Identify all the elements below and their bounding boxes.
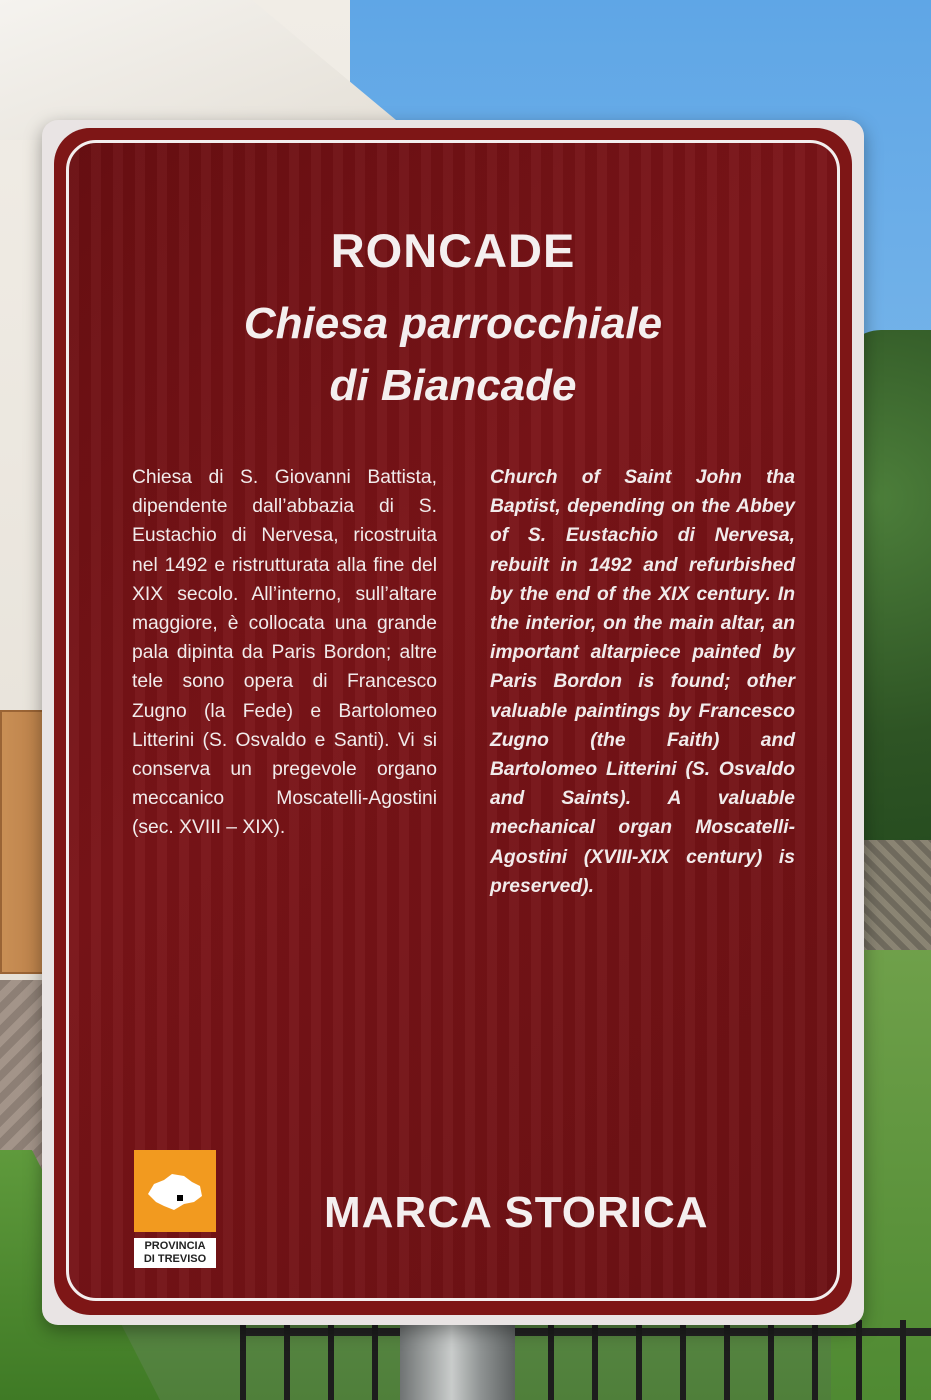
sign-title: RONCADE [330, 224, 576, 277]
sign-footer: MARCA STORICA [324, 1188, 709, 1237]
logo-caption-line-2: DI TREVISO [143, 1253, 207, 1265]
sign-panel [54, 128, 852, 1315]
sign-inner-border [66, 140, 840, 1301]
logo-caption [134, 1238, 216, 1268]
provincia-treviso-logo [134, 1150, 216, 1273]
province-map-icon [134, 1150, 216, 1232]
sign-subtitle [69, 293, 837, 417]
stone-wall [861, 840, 931, 960]
iron-fence [240, 1320, 931, 1400]
building-roof [0, 0, 420, 140]
english-text: Church of Saint John tha Baptist, depending on the Abbey of S. Eustachio di Nervesa, rebuilt in 1492 and refurbished by the end of the XIX century. In the interior, on the main altar, an important altarpiece painted by Paris Bordon is found; other valuable paintings by Francesco Zugno (the Faith) and Bartolomeo Litterini (S. Osvaldo and Saints). A valuable mechanical organ Moscatelli-Agostini (XVIII-XIX century) is preserved). [490, 467, 795, 897]
italian-text: Chiesa di S. Giovanni Battista, dipendente dall’abbazia di S. Eustachio di Nervesa, ricostruita nel 1492 e ristrutturata alla fine del XIX secolo. All’interno, sull’altare maggiore, è collocata una grande pala dipinta da Paris Bordon; altre tele sono opera di Francesco Zugno (la Fede) e Bartolomeo Litterini (S. Osvaldo e Santi). Vi si conserva un pregevole organo meccanico Moscatelli-Agostini (sec. XVIII – XIX). [132, 467, 437, 839]
logo-caption-line-1: PROVINCIA [144, 1240, 206, 1252]
information-sign [42, 120, 864, 1325]
subtitle-line-1: Chiesa parrocchiale [243, 299, 663, 348]
subtitle-line-2: di Biancade [329, 361, 577, 410]
